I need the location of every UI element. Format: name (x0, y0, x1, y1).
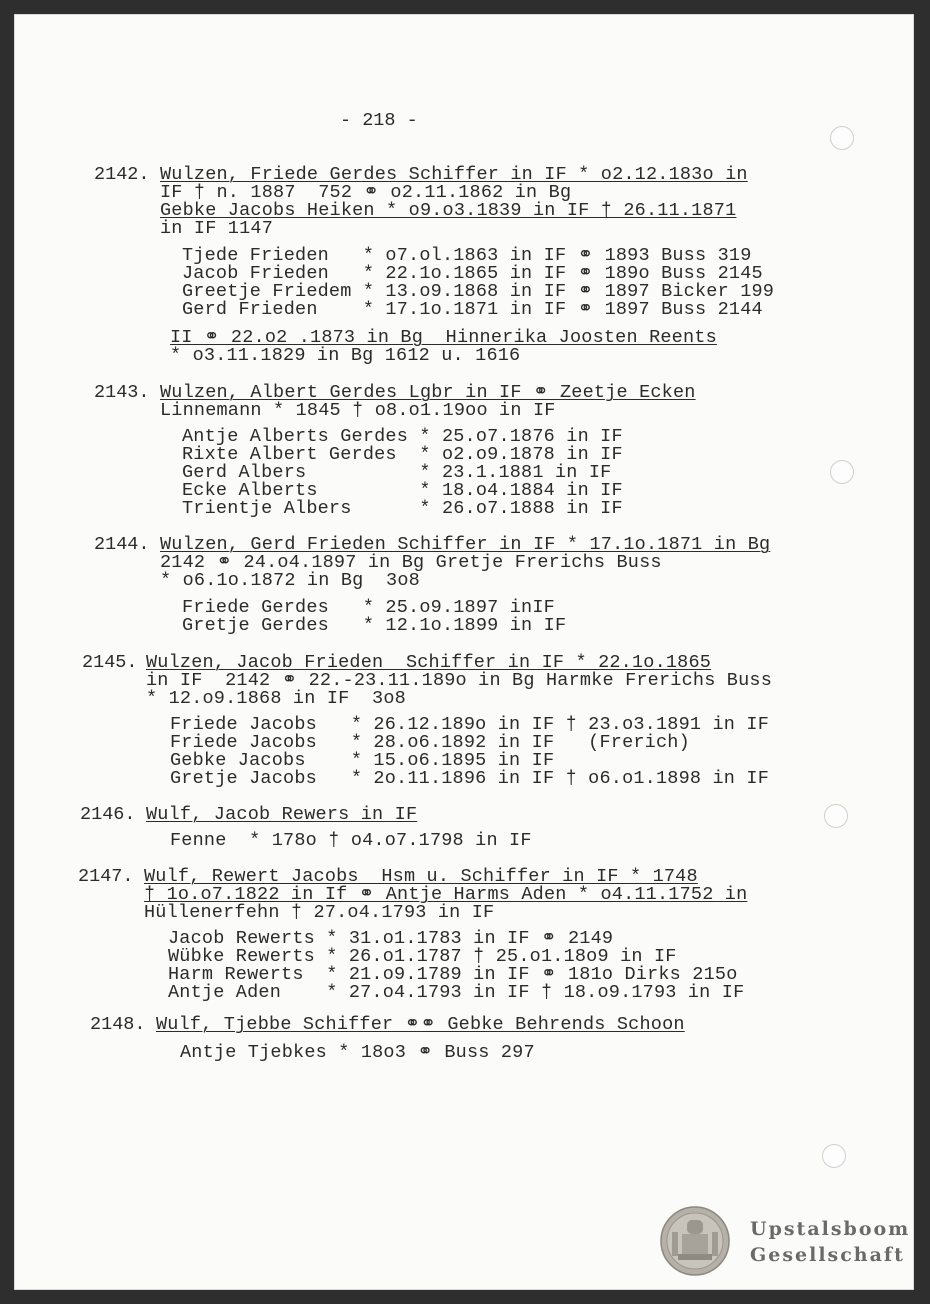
entry-line: Gebke Jacobs Heiken * o9.o3.1839 in IF † 26.11.1871 (160, 200, 737, 221)
entry-number: 2146. (80, 804, 136, 825)
entry-number: 2143. (94, 382, 150, 403)
entry-line: Wulf, Jacob Rewers in IF (146, 804, 418, 825)
entry-line: in IF 2142 ⚭ 22.-23.11.189o in Bg Harmke Frerichs Buss (146, 670, 772, 691)
entry-line: * o6.1o.1872 in Bg 3o8 (160, 570, 420, 591)
child-line: Gerd Frieden * 17.1o.1871 in IF ⚭ 1897 Buss 2144 (182, 299, 763, 320)
entry-number: 2144. (94, 534, 150, 555)
child-line: Gebke Jacobs * 15.o6.1895 in IF (170, 750, 555, 771)
entry-line: Wulf, Tjebbe Schiffer ⚭⚭ Gebke Behrends Schoon (156, 1014, 685, 1035)
second-marriage-line: * o3.11.1829 in Bg 1612 u. 1616 (170, 345, 521, 366)
child-line: Gretje Jacobs * 2o.11.1896 in IF † o6.o1.1898 in IF (170, 768, 769, 789)
child-line: Friede Jacobs * 28.o6.1892 in IF (Frerich) (170, 732, 690, 753)
child-line: Trientje Albers * 26.o7.1888 in IF (182, 498, 623, 519)
document-page (14, 14, 914, 1290)
page-number: - 218 - (340, 110, 418, 131)
child-line: Friede Jacobs * 26.12.189o in IF † 23.o3.1891 in IF (170, 714, 769, 735)
entry-number: 2147. (78, 866, 134, 887)
entry-line: Wulf, Rewert Jacobs Hsm u. Schiffer in IF * 1748 (144, 866, 698, 887)
entry-line: † 1o.o7.1822 in If ⚭ Antje Harms Aden * o4.11.1752 in (144, 884, 748, 905)
child-line: Fenne * 178o † o4.o7.1798 in IF (170, 830, 532, 851)
child-line: Gerd Albers * 23.1.1881 in IF (182, 462, 612, 483)
child-line: Jacob Rewerts * 31.o1.1783 in IF ⚭ 2149 (168, 928, 614, 949)
entry-number: 2145. (82, 652, 138, 673)
entry-line: Hüllenerfehn † 27.o4.1793 in IF (144, 902, 495, 923)
child-line: Antje Alberts Gerdes * 25.o7.1876 in IF (182, 426, 623, 447)
child-line: Greetje Friedem * 13.o9.1868 in IF ⚭ 1897 Bicker 199 (182, 281, 775, 302)
entry-line: Linnemann * 1845 † o8.o1.19oo in IF (160, 400, 556, 421)
entry-line: in IF 1147 (160, 218, 274, 239)
entry-line: Wulzen, Albert Gerdes Lgbr in IF ⚭ Zeetje Ecken (160, 382, 696, 403)
entry-line: Wulzen, Jacob Frieden Schiffer in IF * 22.1o.1865 (146, 652, 712, 673)
child-line: Harm Rewerts * 21.o9.1789 in IF ⚭ 181o Dirks 215o (168, 964, 738, 985)
logo-text-line1: Upstalsboom (750, 1218, 911, 1240)
punch-hole-icon (824, 804, 848, 828)
second-marriage-line: II ⚭ 22.o2 .1873 in Bg Hinnerika Joosten Reents (170, 327, 717, 348)
child-line: Antje Aden * 27.o4.1793 in IF † 18.o9.1793 in IF (168, 982, 745, 1003)
child-line: Tjede Frieden * o7.ol.1863 in IF ⚭ 1893 Buss 319 (182, 245, 752, 266)
punch-hole-icon (830, 460, 854, 484)
entry-line: * 12.o9.1868 in IF 3o8 (146, 688, 406, 709)
entry-line: IF † n. 1887 752 ⚭ o2.11.1862 in Bg (160, 182, 572, 203)
entry-number: 2148. (90, 1014, 146, 1035)
punch-hole-icon (822, 1144, 846, 1168)
child-line: Gretje Gerdes * 12.1o.1899 in IF (182, 615, 567, 636)
entry-line: 2142 ⚭ 24.o4.1897 in Bg Gretje Frerichs Buss (160, 552, 662, 573)
child-line: Antje Tjebkes * 18o3 ⚭ Buss 297 (180, 1042, 535, 1063)
entry-line: Wulzen, Gerd Frieden Schiffer in IF * 17.1o.1871 in Bg (160, 534, 771, 555)
punch-hole-icon (830, 126, 854, 150)
child-line: Friede Gerdes * 25.o9.1897 inIF (182, 597, 555, 618)
child-line: Jacob Frieden * 22.1o.1865 in IF ⚭ 189o Buss 2145 (182, 263, 763, 284)
child-line: Rixte Albert Gerdes * o2.o9.1878 in IF (182, 444, 623, 465)
entry-line: Wulzen, Friede Gerdes Schiffer in IF * o2.12.183o in (160, 164, 748, 185)
logo-text-line2: Gesellschaft (750, 1244, 905, 1266)
child-line: Ecke Alberts * 18.o4.1884 in IF (182, 480, 623, 501)
entry-number: 2142. (94, 164, 150, 185)
child-line: Wübke Rewerts * 26.o1.1787 † 25.o1.18o9 in IF (168, 946, 677, 967)
upstalsboom-seal-icon (660, 1206, 730, 1276)
